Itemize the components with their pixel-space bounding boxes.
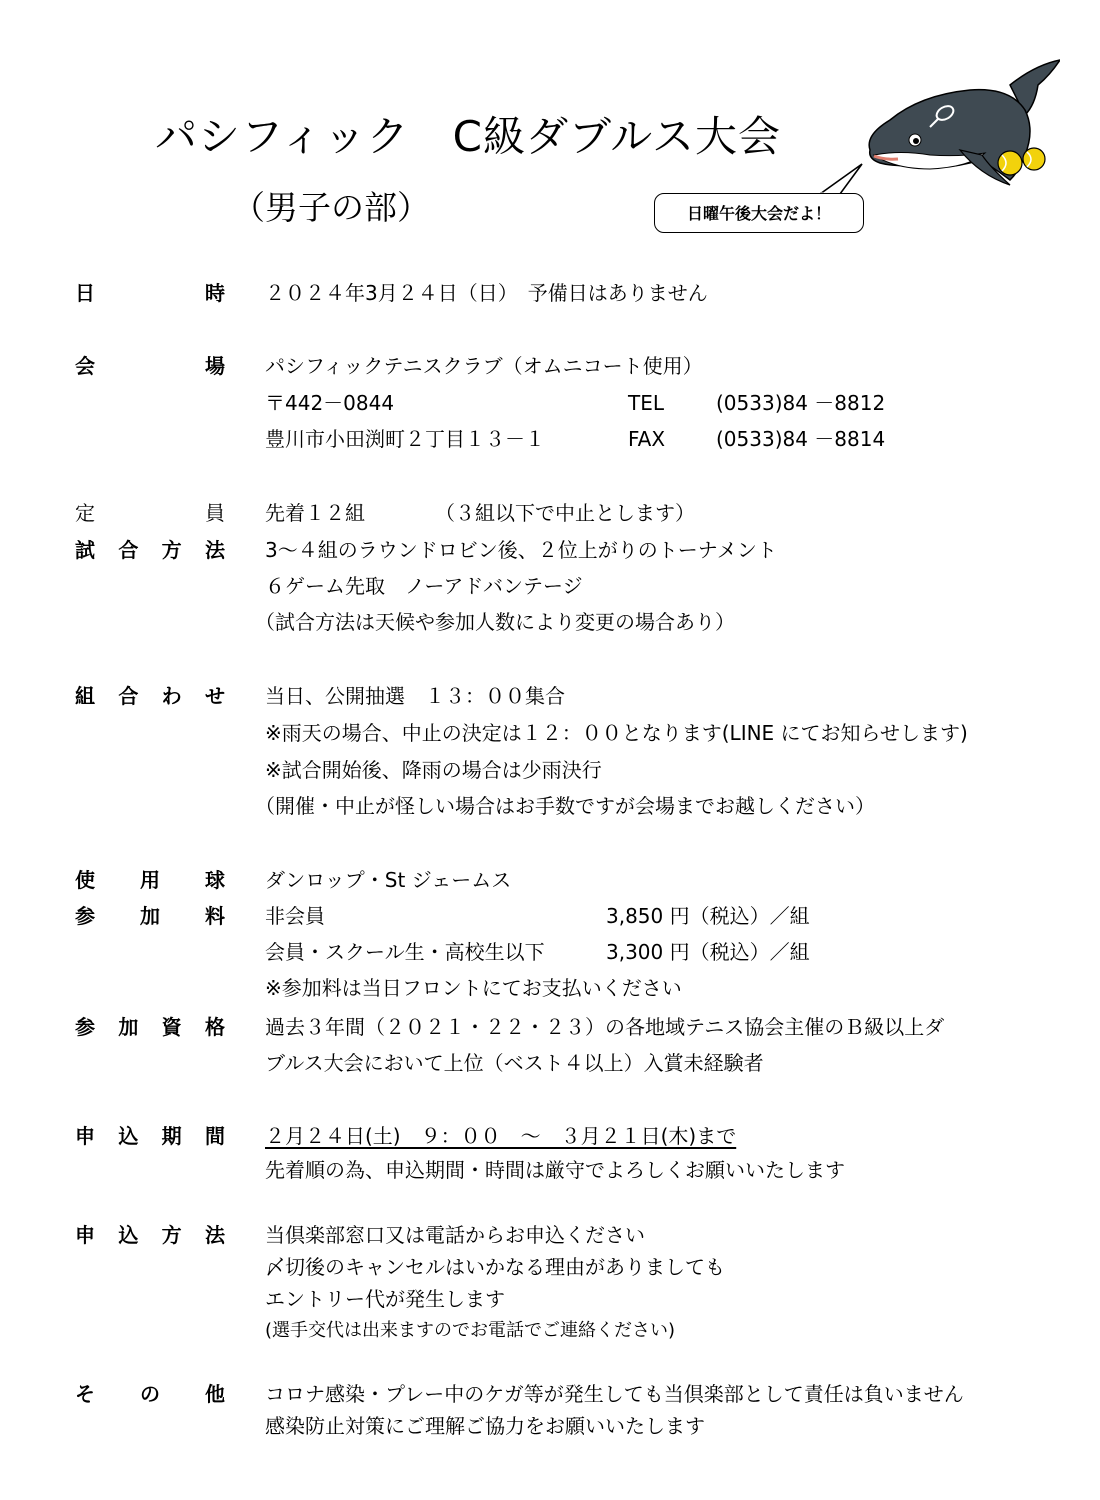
ball-value: ダンロップ・St ジェームス: [265, 868, 512, 892]
label-eligibility: 参 加 資 格: [75, 1015, 225, 1039]
label-method: 申 込 方 法: [75, 1223, 225, 1247]
method-line3: エントリー代が発生します: [265, 1287, 505, 1311]
method-line1: 当倶楽部窓口又は電話からお申込ください: [265, 1223, 645, 1247]
tel-number: (0533)84 －8812: [716, 391, 886, 415]
period-line2: 先着順の為、申込期間・時間は厳守でよろしくお願いいたします: [265, 1158, 845, 1182]
label-capacity: 定 員: [75, 501, 225, 525]
draw-line3: ※試合開始後、降雨の場合は少雨決行: [265, 758, 602, 782]
draw-line2: ※雨天の場合、中止の決定は１２：００となります(LINE にてお知らせします): [265, 721, 968, 745]
label-venue: 会 場: [75, 354, 225, 378]
label-format: 試 合 方 法: [75, 538, 225, 562]
fee-row2-name: 会員・スクール生・高校生以下: [265, 940, 545, 964]
page-title: パシフィック C級ダブルス大会: [155, 112, 782, 161]
venue-postal: 〒442－0844: [265, 391, 395, 415]
dolphin-mascot-icon: [860, 55, 1060, 195]
label-fee: 参 加 料: [75, 904, 225, 928]
label-draw: 組 合 わ せ: [75, 684, 225, 708]
period-line1: ２月２４日(土) ９：００ ～ ３月２１日(木)まで: [265, 1124, 737, 1148]
format-line1: 3～４組のラウンドロビン後、２位上がりのトーナメント: [265, 538, 777, 562]
other-line2: 感染防止対策にご理解ご協力をお願いいたします: [265, 1414, 705, 1438]
venue-name: パシフィックテニスクラブ（オムニコート使用）: [265, 354, 703, 378]
label-datetime: 日 時: [75, 281, 225, 305]
fee-row2-price: 3,300 円（税込）／組: [606, 940, 810, 964]
speech-bubble: 日曜午後大会だよ！: [654, 193, 864, 233]
eligibility-line1: 過去３年間（２０２１・２２・２３）の各地域テニス協会主催のＢ級以上ダ: [265, 1015, 945, 1039]
fax-label: FAX: [628, 427, 666, 451]
capacity-value: 先着１２組: [265, 501, 365, 525]
fee-note: ※参加料は当日フロントにてお支払いください: [265, 976, 682, 1000]
fax-number: (0533)84 －8814: [716, 427, 886, 451]
format-note: （試合方法は天候や参加人数により変更の場合あり）: [255, 610, 735, 634]
capacity-note: （３組以下で中止とします）: [435, 501, 695, 525]
method-line2: 〆切後のキャンセルはいかなる理由がありましても: [265, 1255, 725, 1279]
datetime-value: ２０２４年3月２４日（日） 予備日はありません: [265, 281, 708, 305]
fee-row1-price: 3,850 円（税込）／組: [606, 904, 810, 928]
method-note: (選手交代は出来ますのでお電話でご連絡ください): [265, 1320, 676, 1341]
format-line2: ６ゲーム先取 ノーアドバンテージ: [265, 574, 583, 598]
draw-note: （開催・中止が怪しい場合はお手数ですが会場までお越しください）: [255, 794, 875, 818]
label-other: そ の 他: [75, 1382, 225, 1406]
eligibility-line2: ブルス大会において上位（ベスト４以上）入賞未経験者: [265, 1051, 764, 1075]
page-subtitle: （男子の部）: [232, 188, 430, 227]
label-ball: 使 用 球: [75, 868, 225, 892]
other-line1: コロナ感染・プレー中のケガ等が発生しても当倶楽部として責任は負いません: [265, 1382, 964, 1406]
draw-line1: 当日、公開抽選 １３：００集合: [265, 684, 565, 708]
fee-row1-name: 非会員: [265, 904, 325, 928]
label-period: 申 込 期 間: [75, 1124, 225, 1148]
tel-label: TEL: [628, 391, 664, 415]
venue-address: 豊川市小田渕町２丁目１３－１: [265, 427, 545, 451]
